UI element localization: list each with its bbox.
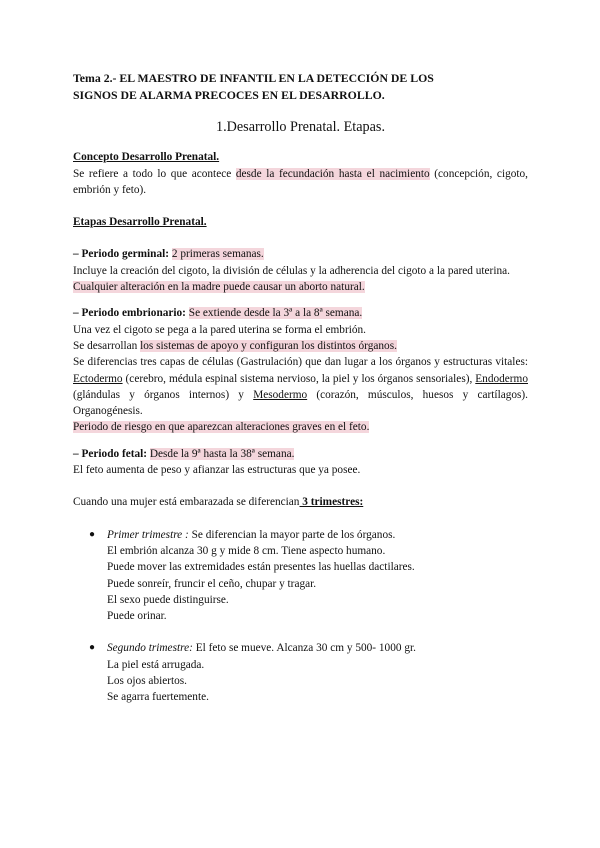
doc-title-line-2: SIGNOS DE ALARMA PRECOCES EN EL DESARROLLO. bbox=[73, 88, 385, 102]
concepto-text-b: (concepción, cigoto, embrión y feto). bbox=[73, 167, 528, 196]
segundo-line-0 bbox=[107, 640, 528, 656]
primer-label: Primer trimestre : bbox=[107, 528, 189, 541]
trimestres-list bbox=[73, 527, 528, 706]
primer-line-3: Puede sonreír, fruncir el ceño, chupar y tragar. bbox=[107, 577, 317, 590]
embrionario-line-1: Una vez el cigoto se pega a la pared uterina se forma el embrión. bbox=[73, 323, 366, 336]
germinal-label: – Periodo germinal: bbox=[73, 248, 170, 261]
germinal-line-2 bbox=[73, 279, 528, 295]
embrionario-label: – Periodo embrionario: bbox=[73, 307, 186, 320]
embrionario-line-2-a: Se desarrollan bbox=[73, 339, 141, 352]
germinal-line-2-text: Cualquier alteración en la madre puede causar un aborto natural. bbox=[73, 281, 365, 294]
embrionario-line-2 bbox=[73, 338, 528, 354]
concepto-highlight: desde la fecundación hasta el nacimiento bbox=[235, 167, 430, 180]
concepto-text bbox=[73, 166, 528, 199]
document-body bbox=[73, 70, 528, 706]
embrionario-heading bbox=[73, 305, 528, 321]
mesodermo-term: Mesodermo bbox=[253, 388, 308, 401]
trimestres-intro bbox=[73, 494, 528, 510]
embrionario-line-3-a: Se diferencias tres capas de células (Gastrulación) que dan lugar a los órganos y estructuras vitales: bbox=[73, 356, 528, 369]
segundo-line-3: Se agarra fuertemente. bbox=[107, 691, 209, 704]
primer-line-2: Puede mover las extremidades están presentes las huellas dactilares. bbox=[107, 561, 415, 574]
segundo-line-1: La piel está arrugada. bbox=[107, 658, 205, 671]
embrionario-line-4 bbox=[73, 419, 528, 435]
primer-line-4: El sexo puede distinguirse. bbox=[107, 593, 229, 606]
primer-line-1: El embrión alcanza 30 g y mide 8 cm. Tiene aspecto humano. bbox=[107, 544, 386, 557]
doc-title-line-1: Tema 2.- EL MAESTRO DE INFANTIL EN LA DETECCIÓN DE LOS bbox=[73, 71, 434, 85]
section-heading: 1.Desarrollo Prenatal. Etapas. bbox=[215, 119, 385, 135]
bullet-icon: ● bbox=[89, 642, 96, 654]
concepto-text-a: Se refiere a todo lo que acontece bbox=[73, 167, 236, 180]
segundo-line-0-text: El feto se mueve. Alcanza 30 cm y 500- 1000 gr. bbox=[192, 642, 416, 655]
list-item-segundo-trimestre bbox=[73, 640, 528, 705]
fetal-heading bbox=[73, 446, 528, 462]
segundo-line-2: Los ojos abiertos. bbox=[107, 675, 188, 688]
germinal-duration: 2 primeras semanas. bbox=[171, 248, 264, 261]
embrionario-line-2-highlight: los sistemas de apoyo y configuran los distintos órganos. bbox=[140, 339, 397, 352]
primer-line-5: Puede orinar. bbox=[107, 610, 167, 623]
primer-line-0 bbox=[107, 527, 528, 543]
germinal-line-1: Incluye la creación del cigoto, la división de células y la adherencia del cigoto a la pared uterina. bbox=[73, 264, 510, 277]
germinal-heading bbox=[73, 246, 528, 262]
concepto-title: Concepto Desarrollo Prenatal. bbox=[73, 151, 220, 164]
endodermo-term: Endodermo bbox=[475, 372, 528, 385]
fetal-label: – Periodo fetal: bbox=[73, 447, 148, 460]
trimestres-intro-text: Cuando una mujer está embarazada se diferencian bbox=[73, 496, 300, 509]
embrionario-line-3-c: (glándulas y órganos internos) y bbox=[73, 388, 254, 401]
embrionario-line-3-b: (cerebro, médula espinal sistema nervioso, la piel y los órganos sensoriales), bbox=[122, 372, 476, 385]
bullet-icon: ● bbox=[89, 528, 96, 540]
list-item-primer-trimestre bbox=[73, 527, 528, 625]
embrionario-line-3-d: (corazón, músculos, huesos y cartílagos). Organogénesis. bbox=[73, 388, 528, 418]
ectodermo-term: Ectodermo bbox=[73, 372, 123, 385]
etapas-title: Etapas Desarrollo Prenatal. bbox=[73, 216, 207, 229]
fetal-line-1: El feto aumenta de peso y afianzar las estructuras que ya posee. bbox=[73, 464, 361, 477]
fetal-duration: Desde la 9ª hasta la 38ª semana. bbox=[149, 447, 295, 460]
trimestres-intro-emphasis: 3 trimestres: bbox=[299, 496, 364, 509]
embrionario-line-3 bbox=[73, 354, 528, 419]
embrionario-duration: Se extiende desde la 3ª a la 8ª semana. bbox=[188, 307, 363, 320]
segundo-label: Segundo trimestre: bbox=[107, 642, 193, 655]
primer-line-0-text: Se diferencian la mayor parte de los órganos. bbox=[188, 528, 396, 541]
embrionario-line-4-text: Periodo de riesgo en que aparezcan alteraciones graves en el feto. bbox=[73, 421, 370, 434]
